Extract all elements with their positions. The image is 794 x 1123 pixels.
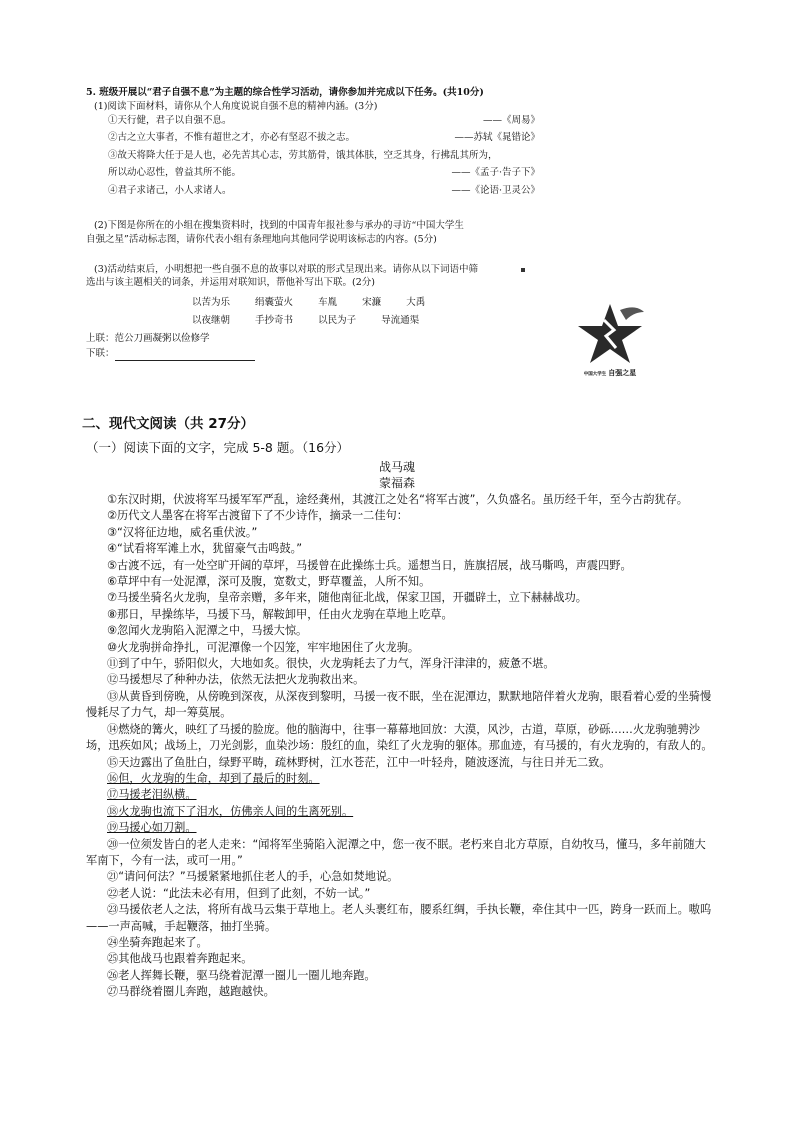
underlined-text: ⑰马援老泪纵横。 — [107, 788, 197, 802]
word-bank-row-1 — [192, 296, 736, 310]
q5-part3-line2: 选出与该主题相关的词条，并运用对联知识，帮他补写出下联。(2分) — [86, 277, 375, 289]
quote-row — [86, 166, 736, 184]
paragraph: ⑧那日，早操练毕，马援下马，解鞍卸甲，任由火龙驹在草地上吃草。 — [107, 607, 453, 621]
paragraph: ⑦马援坐骑名火龙驹，皇帝亲赠，多年来，随他南征北战，保家卫国，开疆辟土，立下赫赫战功。 — [107, 591, 587, 605]
word-option: 手抄奇书 — [255, 314, 294, 326]
article-title: 战马魂 — [378, 460, 415, 474]
word-option: 以民为子 — [318, 314, 357, 326]
word-option: 绢囊萤火 — [255, 297, 294, 309]
paragraph: ⑥草坪中有一处泥潭，深可及腹，宽数丈，野草覆盖，人所不知。 — [107, 575, 431, 589]
q5-part1: (1)阅读下面材料，请你从个人角度说说自强不息的精神内涵。(3分) — [94, 100, 378, 112]
quote-source: ——苏轼《晁错论》 — [454, 132, 540, 144]
college-star-logo — [574, 300, 646, 384]
paragraph: ⑫马援想尽了种种办法，依然无法把火龙驹救出来。 — [107, 673, 365, 687]
underlined-text: ⑲马援心如刀割。 — [107, 821, 197, 835]
paragraph: ②历代文人墨客在将军古渡留下了不少诗作，摘录一二佳句： — [107, 509, 408, 523]
word-option: 导流通渠 — [381, 314, 420, 326]
quote-text: ②古之立大事者，不惟有超世之才，亦必有坚忍不拔之志。 — [108, 132, 356, 144]
q5-part2-line2: 自强之星”活动标志图，请你代表小组有条理地向其他同学说明该标志的内容。(5分) — [86, 233, 437, 245]
couplet-lower-label: 下联： — [86, 348, 115, 360]
paragraph: ㉓马援依老人之法，将所有战马云集于草地上。老人头裹红布，腰系红绸，手执长鞭，牵住其中一匹，跨身一跃而上。嗷呜——一声高喊，手起鞭落，抽打坐骑。 — [86, 903, 712, 933]
star-emblem-icon — [574, 300, 646, 368]
word-option: 车胤 — [318, 297, 338, 309]
quote-text: ①天行健，君子以自强不息。 — [108, 114, 232, 126]
logo-caption-left: 中国大学生 — [583, 372, 607, 377]
answer-blank[interactable] — [115, 350, 255, 361]
paragraph: ③“汉将征边地，威名重伏波。” — [107, 525, 258, 539]
logo-caption — [574, 368, 646, 378]
quote-source: ——《周易》 — [482, 114, 540, 126]
paragraph-underlined — [86, 820, 714, 836]
paragraph: ⑮天边露出了鱼肚白，绿野平畴，疏林野树，江水苍茫，江中一叶轻舟，随波逐流，与往日并无二致。 — [107, 755, 611, 769]
paragraph-underlined — [86, 771, 714, 787]
word-option: 宋濂 — [362, 297, 382, 309]
paragraph: ⑤古渡不远，有一处空旷开阔的草坪，马援曾在此操练士兵。遥想当日，旌旗招展，战马嘶鸣，声震四野。 — [107, 558, 632, 572]
paragraph: ⑪到了中午，骄阳似火，大地如炙。很快，火龙驹耗去了力气，浑身汗津津的，疲惫不堪。 — [107, 657, 555, 671]
paragraph: ㉕其他战马也跟着奔跑起来。 — [107, 952, 253, 966]
paragraph: ㉖老人挥舞长鞭，驱马绕着泥潭一圈儿一圈儿地奔跑。 — [107, 968, 376, 982]
paragraph: ㉗马群绕着圈儿奔跑，越跑越快。 — [107, 985, 275, 999]
article-body — [86, 492, 714, 1001]
q5-part2-line1: (2)下图是你所在的小组在搜集资料时，找到的中国青年报社参与承办的寻访“中国大学生 — [94, 220, 464, 232]
paragraph: ⑭燃烧的篝火，映红了马援的脸庞。他的脑海中，往事一幕幕地回放：大漠，风沙，古道，草原，砂砾……火龙驹驰骋沙场，迅疾如风；战场上，刀光剑影，血染沙场：殷红的血，染红了火龙驹的躯体。那血迹，有马援的，有火龙驹的，有敌人的。 — [86, 722, 713, 753]
paragraph: ㉔坐骑奔跑起来了。 — [107, 935, 208, 949]
quote-text: 所以动心忍性，曾益其所不能。 — [108, 167, 242, 179]
quote-row — [86, 184, 736, 202]
paragraph: ⑬从黄昏到傍晚，从傍晚到深夜，从深夜到黎明，马援一夜不眠，坐在泥潭边，默默地陪伴着火龙驹，眼看着心爱的坐骑慢慢耗尽了力气，却一筹莫展。 — [86, 689, 712, 720]
paragraph: ㉒老人说：“此法未必有用，但到了此刻，不妨一试。” — [107, 886, 371, 900]
paragraph: ④“试看将军滩上水，犹留豪气击鸣鼓。” — [107, 542, 303, 556]
word-option: 以苦为乐 — [192, 297, 231, 309]
q5-heading: 5. 班级开展以“君子自强不息”为主题的综合性学习活动，请你参加并完成以下任务。(共10分) — [86, 87, 484, 98]
word-option: 大禹 — [406, 297, 426, 309]
logo-caption-right: 自强之星 — [608, 369, 637, 377]
article-author: 蒙福森 — [378, 476, 415, 490]
paragraph-underlined — [86, 787, 714, 803]
quote-text: ④君子求诸己，小人求诸人。 — [108, 184, 232, 196]
quote-row — [86, 149, 736, 167]
word-bank-row-2 — [192, 314, 736, 328]
underlined-text: ⑱火龙驹也流下了泪水，仿佛亲人间的生离死别。 — [107, 804, 354, 818]
paragraph-underlined — [86, 804, 714, 820]
quote-row — [86, 131, 736, 149]
q5-part3-line1: (3)活动结束后，小明想把一些自强不息的故事以对联的形式呈现出来。请你从以下词语中筛 — [94, 263, 478, 275]
quote-text: ③故天将降大任于是人也，必先苦其心志，劳其筋骨，饿其体肤，空乏其身，行拂乱其所为， — [108, 149, 498, 161]
word-option: 以夜继朝 — [192, 314, 231, 326]
quote-source: ——《孟子·告子下》 — [451, 167, 540, 179]
dot-mark — [521, 268, 525, 272]
quote-source: ——《论语·卫灵公》 — [451, 184, 540, 196]
underlined-text: ⑯但，火龙驹的生命，却到了最后的时刻。 — [107, 771, 320, 785]
paragraph: ⑨忽闻火龙驹陷入泥潭之中，马援大惊。 — [107, 624, 308, 638]
section-heading: 二、现代文阅读（共 27分） — [82, 416, 254, 432]
quote-row — [86, 114, 736, 132]
paragraph: ①东汉时期，伏波将军马援军军严乱，途经龚州，其渡江之处名“将军古渡”，久负盛名。虽历经千年，至今古韵犹存。 — [107, 493, 688, 506]
subsection-heading: （一）阅读下面的文字，完成 5-8 题。（16分） — [86, 440, 350, 455]
couplet-upper: 上联：范公刀画凝粥以俭修学 — [86, 332, 210, 344]
paragraph: ⑩火龙驹拼命挣扎，可泥潭像一个囚笼，牢牢地困住了火龙驹。 — [107, 640, 420, 654]
paragraph: ⑳一位须发皆白的老人走来：“闻将军坐骑陷入泥潭之中，您一夜不眠。老朽来自北方草原，自幼牧马，懂马，多年前随大军南下，今有一法，或可一用。” — [86, 837, 706, 867]
paragraph: ㉑“请问何法？”马援紧紧地抓住老人的手，心急如焚地说。 — [107, 870, 399, 884]
